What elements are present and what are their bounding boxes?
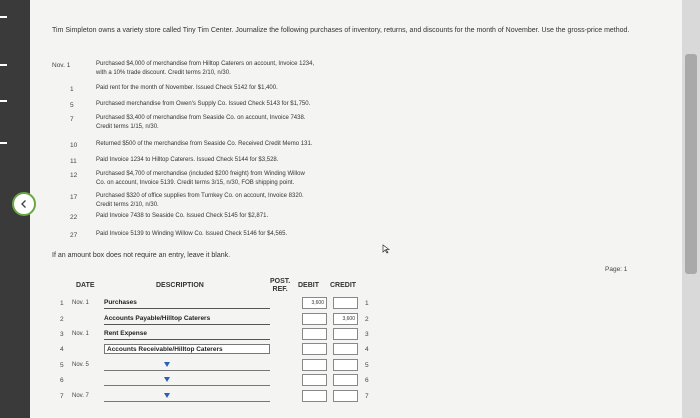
debit-input[interactable] (302, 359, 327, 371)
row-number: 7 (60, 393, 64, 400)
entry-description: Purchased $320 of office supplies from Turnkey Co. on account, Invoice 8320. (96, 193, 304, 199)
row-number-right: 7 (365, 393, 369, 400)
entry-date: 10 (70, 142, 78, 149)
row-number: 4 (60, 346, 64, 353)
row-date: Nov. 1 (72, 300, 89, 306)
debit-input[interactable] (302, 328, 327, 340)
row-date: Nov. 5 (72, 362, 89, 368)
entry-description: Paid Invoice 5139 to Winding Willow Co. Issued Check 5146 for $4,565. (96, 231, 288, 237)
row-number-right: 4 (365, 346, 369, 353)
debit-input[interactable] (302, 374, 327, 386)
account-field[interactable]: Accounts Receivable/Hilltop Caterers (104, 344, 270, 354)
credit-input[interactable] (333, 359, 358, 371)
entry-description: Purchased $4,700 of merchandise (included $200 freight) from Winding Willow (96, 171, 305, 177)
chevron-down-icon (164, 393, 170, 398)
entry-description: Purchased $3,400 of merchandise from Seaside Co. on account, Invoice 7438. (96, 115, 306, 121)
entry-description: Credit terms 1/15, n/30. (96, 124, 159, 130)
entry-description: Paid rent for the month of November. Issued Check 5142 for $1,400. (96, 85, 278, 91)
credit-input[interactable] (333, 297, 358, 309)
vertical-scrollbar[interactable] (682, 0, 700, 418)
row-number: 2 (60, 316, 64, 323)
problem-statement: Tim Simpleton owns a variety store called Tiny Tim Center. Journalize the following purchases of inventory, returns, and discounts for the month of November. Use the gross-price method. (52, 27, 630, 34)
account-field[interactable]: Purchases (104, 298, 270, 309)
sidebar-marker (0, 16, 7, 18)
previous-button[interactable] (12, 192, 36, 216)
row-number-right: 1 (365, 300, 369, 307)
row-number-right: 5 (365, 362, 369, 369)
header-credit: CREDIT (330, 282, 357, 289)
credit-input[interactable] (333, 390, 358, 402)
row-date: Nov. 1 (72, 331, 89, 337)
credit-input[interactable] (333, 343, 358, 355)
instruction-note: If an amount box does not require an entry, leave it blank. (52, 252, 231, 259)
entry-date: 11 (70, 158, 77, 165)
entry-date: 7 (70, 116, 74, 123)
entry-description: Purchased merchandise from Owen's Supply Co. Issued Check 5143 for $1,750. (96, 101, 311, 107)
sidebar-marker (0, 100, 7, 102)
row-number: 3 (60, 331, 64, 338)
chevron-down-icon (164, 377, 170, 382)
entry-date: 12 (70, 172, 78, 179)
scrollbar-thumb[interactable] (685, 54, 697, 274)
entry-description: Paid Invoice 1234 to Hilltop Caterers. Issued Check 5144 for $3,528. (96, 157, 279, 163)
row-number: 5 (60, 362, 64, 369)
account-field[interactable]: Accounts Payable/Hilltop Caterers (104, 314, 270, 325)
entry-date: 27 (70, 232, 78, 239)
sidebar-marker (0, 142, 7, 144)
row-number-right: 6 (365, 377, 369, 384)
entry-date: 5 (70, 102, 74, 109)
page-label: Page: 1 (605, 266, 628, 273)
debit-input[interactable]: 3,600 (302, 297, 327, 309)
entry-date: 17 (70, 194, 78, 201)
account-field[interactable]: Rent Expense (104, 329, 270, 340)
account-select[interactable] (104, 361, 270, 371)
entry-description: with a 10% trade discount. Credit terms 2/10, n/30. (96, 70, 231, 76)
chevron-down-icon (164, 362, 170, 367)
row-number-right: 2 (365, 316, 369, 323)
header-debit: DEBIT (298, 282, 319, 289)
credit-input[interactable]: 3,600 (333, 313, 358, 325)
entry-description: Purchased $4,000 of merchandise from Hilltop Caterers on account, Invoice 1234, (96, 61, 315, 67)
entry-description: Credit terms 2/10, n/30. (96, 202, 159, 208)
sidebar-marker (0, 64, 7, 66)
credit-input[interactable] (333, 374, 358, 386)
mouse-cursor-icon (382, 244, 390, 254)
entry-date: 1 (70, 86, 74, 93)
entry-description: Returned $500 of the merchandise from Seaside Co. Received Credit Memo 131. (96, 141, 313, 147)
account-select[interactable] (104, 376, 270, 386)
debit-input[interactable] (302, 390, 327, 402)
debit-input[interactable] (302, 313, 327, 325)
credit-input[interactable] (333, 328, 358, 340)
entry-date: 22 (70, 214, 78, 221)
entry-date: Nov. 1 (52, 62, 71, 69)
header-description: DESCRIPTION (156, 282, 204, 289)
account-select[interactable] (104, 392, 270, 402)
row-number-right: 3 (365, 331, 369, 338)
row-date: Nov. 7 (72, 393, 89, 399)
entry-description: Co. on account, Invoice 5139. Credit terms 3/15, n/30, FOB shipping point. (96, 180, 295, 186)
header-post-ref: POST. REF. (270, 278, 291, 293)
header-date: DATE (76, 282, 95, 289)
chevron-left-icon (19, 199, 29, 209)
debit-input[interactable] (302, 343, 327, 355)
row-number: 1 (60, 300, 64, 307)
row-number: 6 (60, 377, 64, 384)
entry-description: Paid Invoice 7438 to Seaside Co. Issued Check 5145 for $2,871. (96, 213, 269, 219)
